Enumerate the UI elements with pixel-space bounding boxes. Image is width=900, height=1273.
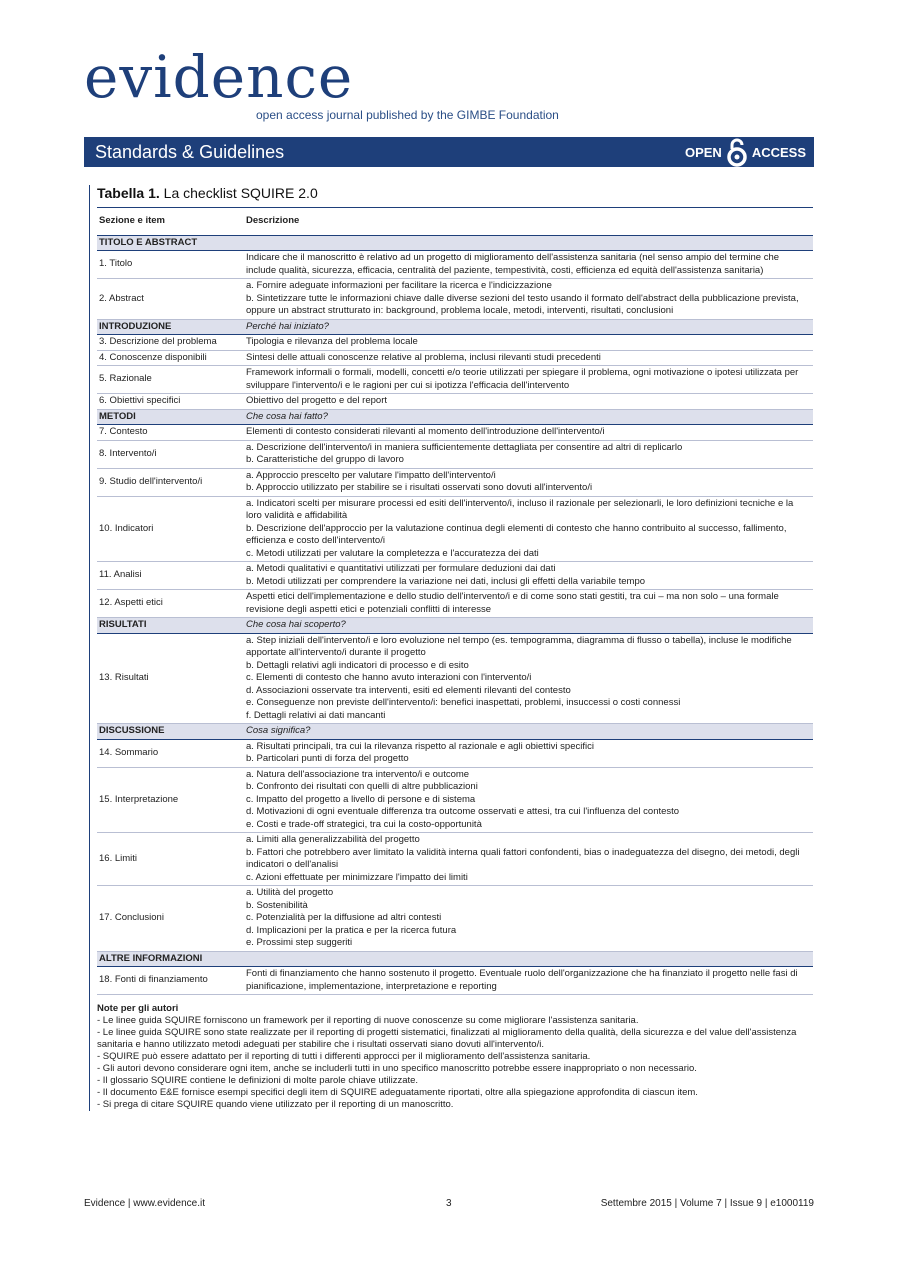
description-line: a. Fornire adeguate informazioni per facilitare la ricerca e l'indicizzazione — [246, 280, 552, 291]
item-description — [244, 833, 813, 886]
section-name: METODI — [97, 409, 244, 425]
column-header-section: Sezione e item — [97, 208, 244, 236]
description-line: e. Conseguenze non previste dell'intervento/i: benefici inaspettati, problemi, insuccessi o costi connessi — [246, 697, 681, 708]
description-line: a. Indicatori scelti per misurare processi ed esiti dell'intervento/i, incluso il razionale per selezionarli, le loro definizioni tecniche e la loro validità e affidabilità — [246, 497, 794, 521]
open-label: OPEN — [684, 144, 722, 160]
description-line: c. Impatto del progetto a livello di persone e di sistema — [246, 793, 476, 805]
journal-tagline: open access journal published by the GIMBE Foundation — [256, 108, 559, 122]
section-question — [244, 951, 813, 967]
main-content — [89, 185, 820, 1111]
table-row — [97, 440, 813, 468]
table-row — [97, 251, 813, 279]
item-description — [244, 440, 813, 468]
description-line: Sintesi delle attuali conoscenze relative al problema, inclusi rilevanti studi precedenti — [246, 351, 601, 363]
note-line: - Le linee guida SQUIRE sono state realizzate per il reporting di progetti sistematici, finalizzati al miglioramento della qualità, della sicurezza e del value dell'assistenza sanitaria e hanno utilizzato metodi adeguati per stabilire che i risultati osservati siano dovuti all'intervento/i. — [97, 1027, 797, 1050]
journal-logo: evidence — [84, 43, 354, 111]
section-question — [244, 235, 813, 251]
item-description — [244, 251, 813, 279]
description-line: c. Azioni effettuate per minimizzare l'impatto dei limiti — [246, 871, 468, 883]
item-name: 17. Conclusioni — [97, 886, 244, 952]
description-line: d. Implicazioni per la pratica e per la ricerca futura — [246, 924, 457, 936]
item-description — [244, 886, 813, 952]
item-name: 11. Analisi — [97, 562, 244, 590]
section-row — [97, 618, 813, 634]
description-line: d. Motivazioni di ogni eventuale differenza tra outcome osservati e attesi, tra cui l'influenza del contesto — [246, 806, 680, 817]
item-description — [244, 279, 813, 320]
page-number: 3 — [446, 1198, 452, 1209]
item-name: 2. Abstract — [97, 279, 244, 320]
description-line: a. Limiti alla generalizzabilità del progetto — [246, 834, 420, 845]
description-line: b. Fattori che potrebbero aver limitato la validità interna quali fattori confondenti, bias o inadeguatezza del disegno, dei metodi, degli indicatori o dell'analisi — [246, 846, 800, 870]
note-line: - Il documento E&E fornisce esempi specifici degli item di SQUIRE adeguatamente riportati, oltre alla spiegazione approfondita di ciascun item. — [97, 1087, 698, 1098]
description-line: Obiettivo del progetto e del report — [246, 395, 388, 406]
description-line: a. Natura dell'associazione tra intervento/i e outcome — [246, 768, 470, 780]
item-name: 16. Limiti — [97, 833, 244, 886]
item-name: 10. Indicatori — [97, 496, 244, 562]
item-description — [244, 633, 813, 724]
table-title — [97, 185, 820, 201]
item-description — [244, 967, 813, 995]
description-line: b. Dettagli relativi agli indicatori di processo e di esito — [246, 659, 469, 671]
item-description — [244, 496, 813, 562]
table-row — [97, 886, 813, 952]
section-question: Che cosa hai fatto? — [244, 409, 813, 425]
description-line: Aspetti etici dell'implementazione e dello studio dell'intervento/i e di come sono stati gestiti, tra cui – ma non solo – una formale revisione degli aspetti etici e potenziali conflitti di interesse — [246, 591, 779, 615]
note-line: - Il glossario SQUIRE contiene le definizioni di molte parole chiave utilizzate. — [97, 1075, 419, 1086]
item-description — [244, 394, 813, 410]
item-name: 15. Interpretazione — [97, 767, 244, 833]
note-line: - Gli autori devono considerare ogni item, anche se includerli tutti in uno specifico manoscritto potrebbe essere inappropriato o non necessario. — [97, 1063, 697, 1074]
description-line: a. Descrizione dell'intervento/i in maniera sufficientemente dettagliata per consentire ad altri di replicarlo — [246, 441, 683, 453]
item-name: 7. Contesto — [97, 425, 244, 441]
footer-issue: Settembre 2015 | Volume 7 | Issue 9 | e1000119 — [600, 1198, 814, 1209]
item-description — [244, 767, 813, 833]
item-name: 14. Sommario — [97, 739, 244, 767]
author-notes — [97, 1003, 813, 1111]
section-name: TITOLO E ABSTRACT — [97, 235, 244, 251]
description-line: d. Associazioni osservate tra interventi, esiti ed elementi rilevanti del contesto — [246, 684, 571, 696]
banner-title: Standards & Guidelines — [95, 142, 285, 162]
section-name: ALTRE INFORMAZIONI — [97, 951, 244, 967]
table-header-row — [97, 208, 813, 236]
description-line: a. Metodi qualitativi e quantitativi utilizzati per formulare deduzioni dai dati — [246, 563, 556, 574]
item-description — [244, 366, 813, 394]
description-line: b. Sostenibilità — [246, 899, 308, 911]
note-line: - Le linee guida SQUIRE forniscono un framework per il reporting di nuove conoscenze su come migliorare l'assistenza sanitaria. — [97, 1015, 639, 1026]
description-line: b. Metodi utilizzati per comprendere la variazione nei dati, inclusi gli effetti della variabile tempo — [246, 575, 646, 587]
squire-checklist-table — [97, 207, 813, 995]
description-line: b. Sintetizzare tutte le informazioni chiave dalle diverse sezioni del testo usando il formato dell'abstract della pubblicazione prevista, oppure un abstract strutturato in: background, problema locale, metodi, interventi, risultati, conclusioni — [246, 292, 799, 316]
notes-heading: Note per gli autori — [97, 1003, 179, 1014]
table-row — [97, 590, 813, 618]
description-line: a. Approccio prescelto per valutare l'impatto dell'intervento/i — [246, 469, 496, 481]
item-description — [244, 739, 813, 767]
item-description — [244, 468, 813, 496]
item-name: 13. Risultati — [97, 633, 244, 724]
section-name: RISULTATI — [97, 618, 244, 634]
item-description — [244, 425, 813, 441]
description-line: e. Costi e trade-off strategici, tra cui la costo-opportunità — [246, 818, 482, 830]
section-banner — [84, 137, 814, 167]
table-row — [97, 739, 813, 767]
section-question: Cosa significa? — [244, 724, 813, 740]
notes-list — [97, 1015, 813, 1111]
description-line: c. Potenzialità per la diffusione ad altri contesti — [246, 912, 442, 923]
description-line: Elementi di contesto considerati rilevanti al momento dell'introduzione dell'intervento/i — [246, 426, 605, 437]
description-line: b. Approccio utilizzato per stabilire se i risultati osservati sono dovuti all'intervento/i — [246, 482, 593, 493]
section-name: DISCUSSIONE — [97, 724, 244, 740]
table-row — [97, 425, 813, 441]
description-line: Indicare che il manoscritto è relativo ad un progetto di miglioramento dell'assistenza sanitaria (nel senso ampio del termine che include qualità, sicurezza, efficacia, centralità del paziente, tempestività, costi, efficienza ed equità dell'assistenza sanitaria) — [246, 252, 780, 276]
description-line: Framework informali o formali, modelli, concetti e/o teorie utilizzati per spiegare il problema, ogni motivazione o ipotesi utilizzata per sviluppare l'intervento/i e le ragioni per cui si ipotizza l'efficacia dell'intervento — [246, 367, 799, 391]
description-line: b. Confronto dei risultati con quelli di altre pubblicazioni — [246, 781, 478, 792]
open-lock-icon — [726, 137, 748, 167]
table-row — [97, 279, 813, 320]
description-line: f. Dettagli relativi ai dati mancanti — [246, 709, 386, 721]
description-line: a. Step iniziali dell'intervento/i e loro evoluzione nel tempo (es. tempogramma, diagramma di flusso o tabella), incluse le modifiche apportate all'intervento/i durante il progetto — [246, 634, 792, 658]
description-line: b. Descrizione dell'approccio per la valutazione continua degli elementi di contesto che hanno contribuito al successo, fallimento, efficienza e costo dell'intervento/i — [246, 522, 787, 546]
item-description — [244, 590, 813, 618]
item-name: 18. Fonti di finanziamento — [97, 967, 244, 995]
table-title-text: La checklist SQUIRE 2.0 — [159, 185, 318, 201]
open-access-badge — [685, 137, 806, 167]
section-question: Che cosa hai scoperto? — [244, 618, 813, 634]
description-line: b. Particolari punti di forza del progetto — [246, 753, 409, 764]
table-row — [97, 767, 813, 833]
section-row — [97, 951, 813, 967]
item-description — [244, 335, 813, 351]
description-line: a. Risultati principali, tra cui la rilevanza rispetto al razionale e agli obiettivi specifici — [246, 740, 594, 752]
item-name: 9. Studio dell'intervento/i — [97, 468, 244, 496]
item-description — [244, 350, 813, 366]
item-name: 5. Razionale — [97, 366, 244, 394]
description-line: Tipologia e rilevanza del problema locale — [246, 336, 418, 347]
table-row — [97, 562, 813, 590]
column-header-description: Descrizione — [244, 208, 813, 236]
table-row — [97, 967, 813, 995]
item-name: 1. Titolo — [97, 251, 244, 279]
table-row — [97, 633, 813, 724]
table-title-label: Tabella 1. — [97, 185, 160, 201]
section-question: Perché hai iniziato? — [244, 319, 813, 335]
description-line: c. Metodi utilizzati per valutare la completezza e l'accuratezza dei dati — [246, 547, 539, 559]
table-row — [97, 366, 813, 394]
table-row — [97, 833, 813, 886]
table-row — [97, 468, 813, 496]
section-row — [97, 235, 813, 251]
item-name: 8. Intervento/i — [97, 440, 244, 468]
description-line: Fonti di finanziamento che hanno sostenuto il progetto. Eventuale ruolo dell'organizzazione che ha finanziato il progetto nelle fasi di pianificazione, implementazione, interpretazione e reporting — [246, 968, 798, 992]
section-row — [97, 409, 813, 425]
item-name: 6. Obiettivi specifici — [97, 394, 244, 410]
table-row — [97, 335, 813, 351]
item-name: 3. Descrizione del problema — [97, 335, 244, 351]
note-line: - Si prega di citare SQUIRE quando viene utilizzato per il reporting di un manoscritto. — [97, 1099, 454, 1110]
table-row — [97, 394, 813, 410]
description-line: b. Caratteristiche del gruppo di lavoro — [246, 454, 404, 465]
section-row — [97, 724, 813, 740]
description-line: c. Elementi di contesto che hanno avuto interazioni con l'intervento/i — [246, 672, 532, 683]
description-line: a. Utilità del progetto — [246, 887, 334, 898]
section-row — [97, 319, 813, 335]
table-row — [97, 350, 813, 366]
table-body — [97, 235, 813, 995]
table-row — [97, 496, 813, 562]
section-name: INTRODUZIONE — [97, 319, 244, 335]
description-line: e. Prossimi step suggeriti — [246, 937, 353, 948]
footer-journal: Evidence | www.evidence.it — [84, 1198, 205, 1209]
item-description — [244, 562, 813, 590]
item-name: 4. Conoscenze disponibili — [97, 350, 244, 366]
note-line: - SQUIRE può essere adattato per il reporting di tutti i differenti approcci per il miglioramento dell'assistenza sanitaria. — [97, 1051, 591, 1062]
access-label: ACCESS — [751, 144, 806, 160]
item-name: 12. Aspetti etici — [97, 590, 244, 618]
